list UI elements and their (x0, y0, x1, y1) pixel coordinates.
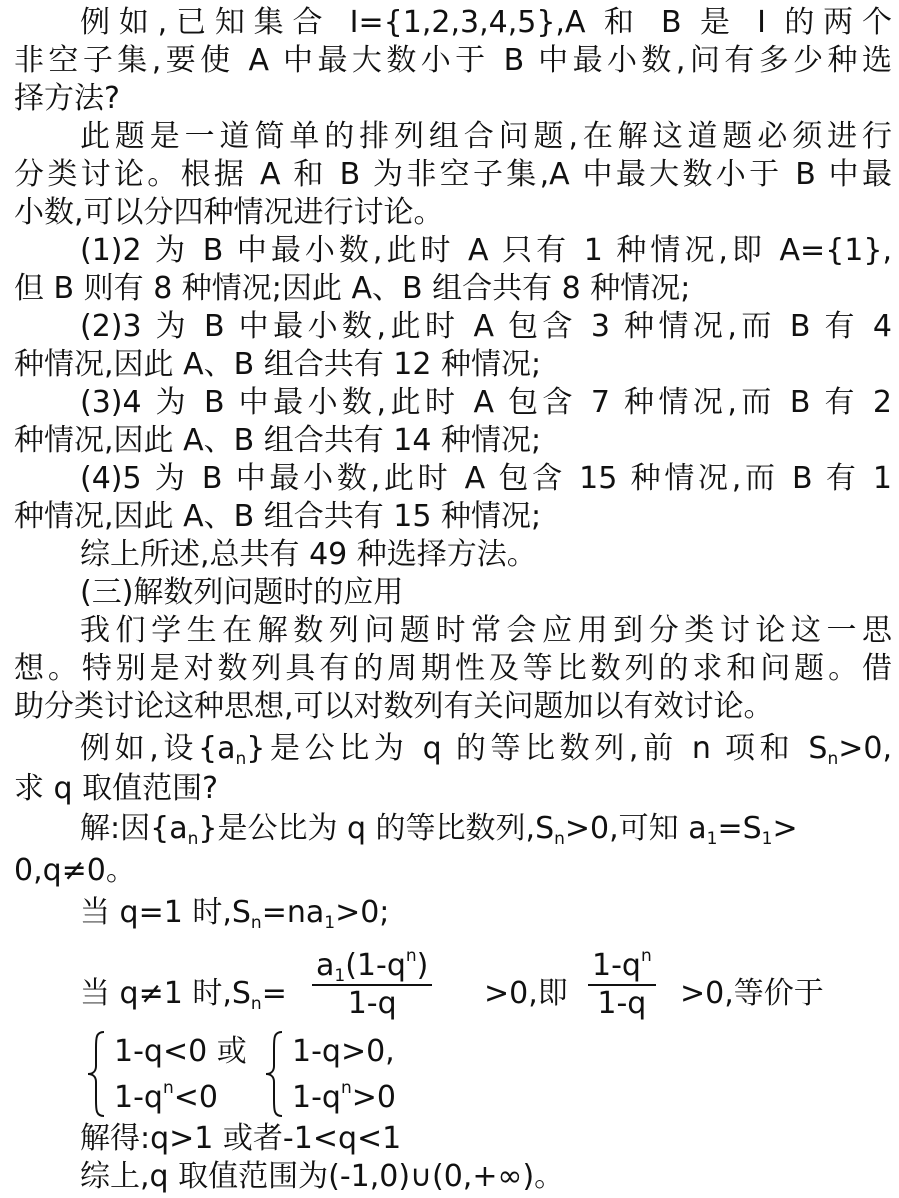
text-line: 种情况,因此 A、B 组合共有 15 种情况; (14, 499, 542, 534)
text-line: 例如,已知集合 I={1,2,3,4,5},A 和 B 是 I 的两个 (80, 5, 892, 40)
text-run: 1-q (592, 948, 641, 983)
text-run: 1-q (114, 1080, 163, 1115)
text-run (80, 968, 287, 1012)
text-run: }是公比为 q 的等比数列,S (198, 811, 555, 846)
inequality-system-a (86, 1030, 266, 1120)
text-run: (1-q (345, 948, 406, 983)
left-brace-icon (86, 1030, 108, 1118)
text-line: 择方法? (14, 81, 120, 116)
text-line: 种情况,因此 A、B 组合共有 12 种情况; (14, 347, 542, 382)
subscript: n (827, 749, 839, 768)
text-line: 综上,q 取值范围为(-1,0)∪(0,+∞)。 (80, 1159, 565, 1194)
fraction-denominator: 1-q (347, 986, 397, 1021)
text-run: ) (416, 948, 429, 983)
text-run (80, 731, 892, 766)
text-run: <0 (173, 1080, 218, 1115)
text-line: (3)4 为 B 中最小数,此时 A 包含 7 种情况,而 B 有 2 (80, 385, 892, 420)
text-run: >0,即 (484, 976, 568, 1011)
subscript: n (235, 749, 247, 768)
subscript: n (554, 829, 565, 848)
system-row (114, 1078, 218, 1118)
text-run: =S (717, 811, 762, 846)
text-run: >0,等价于 (680, 976, 824, 1011)
text-line: 0,q≠0。 (14, 853, 136, 888)
text-line: 综上所述,总共有 49 种选择方法。 (80, 537, 537, 572)
superscript: n (340, 1078, 352, 1098)
text-run: }是公比为 q 的等比数列,前 n 项和 S (246, 731, 828, 766)
system-row (292, 1078, 396, 1118)
text-line: 此题是一道简单的排列组合问题,在解这道题必须进行 (80, 119, 892, 154)
inequality-system-b (264, 1030, 444, 1120)
fraction (588, 948, 656, 1022)
case-line (80, 894, 892, 932)
text-run: =na (261, 895, 325, 930)
text-run: 当 q≠1 时,S (80, 976, 251, 1011)
text-run: a (316, 948, 335, 983)
text-line: 分类讨论。根据 A 和 B 为非空子集,A 中最大数小于 B 中最 (14, 157, 892, 192)
subscript: n (250, 913, 262, 932)
text-run: 当 q=1 时,S (80, 895, 251, 930)
system-row: 1-q>0, (292, 1034, 395, 1069)
text-run: 1-q (292, 1080, 341, 1115)
superscript: n (640, 946, 652, 966)
example-line (80, 730, 892, 768)
text-line: 求 q 取值范围? (14, 771, 219, 806)
subscript: 1 (706, 829, 718, 848)
text-line: 种情况,因此 A、B 组合共有 14 种情况; (14, 423, 542, 458)
superscript: n (405, 946, 417, 966)
text-run: >0, (838, 731, 892, 766)
fraction (312, 948, 432, 1022)
left-brace-icon (264, 1030, 286, 1118)
system-row: 1-q<0 或 (114, 1034, 247, 1069)
text-run: > (772, 811, 798, 846)
text-line: 我们学生在解数列问题时常会应用到分类讨论这一思 (80, 613, 892, 648)
text-run: = (261, 976, 287, 1011)
text-run: 例如,设{a (80, 731, 236, 766)
text-run: 解:因{a (80, 811, 188, 846)
section-heading: (三)解数列问题时的应用 (80, 575, 404, 610)
subscript: n (250, 994, 262, 1014)
text-run: >0; (335, 895, 390, 930)
subscript: 1 (324, 913, 336, 932)
text-line: 但 B 则有 8 种情况;因此 A、B 组合共有 8 种情况; (14, 271, 691, 306)
fraction-numerator (312, 948, 432, 986)
subscript: 1 (334, 966, 346, 986)
text-run: >0 (351, 1080, 396, 1115)
text-line: 解得:q>1 或者-1<q<1 (80, 1121, 402, 1156)
text-line: 想。特别是对数列具有的周期性及等比数列的求和问题。借 (14, 651, 892, 686)
text-line: (4)5 为 B 中最小数,此时 A 包含 15 种情况,而 B 有 1 (80, 461, 892, 496)
text-line: 非空子集,要使 A 中最大数小于 B 中最小数,问有多少种选 (14, 43, 892, 78)
text-run: >0,可知 a (564, 811, 707, 846)
text-line: 小数,可以分四种情况进行讨论。 (14, 195, 444, 230)
fraction-line (80, 948, 892, 1022)
text-line: (1)2 为 B 中最小数,此时 A 只有 1 种情况,即 A={1}, (80, 233, 892, 268)
subscript: 1 (761, 829, 773, 848)
solution-line (80, 810, 892, 848)
subscript: n (187, 829, 199, 848)
superscript: n (162, 1078, 174, 1098)
text-line: 助分类讨论这种思想,可以对数列有关问题加以有效讨论。 (14, 689, 774, 724)
fraction-denominator: 1-q (597, 986, 647, 1021)
text-line: (2)3 为 B 中最小数,此时 A 包含 3 种情况,而 B 有 4 (80, 309, 892, 344)
fraction-numerator (588, 948, 656, 986)
